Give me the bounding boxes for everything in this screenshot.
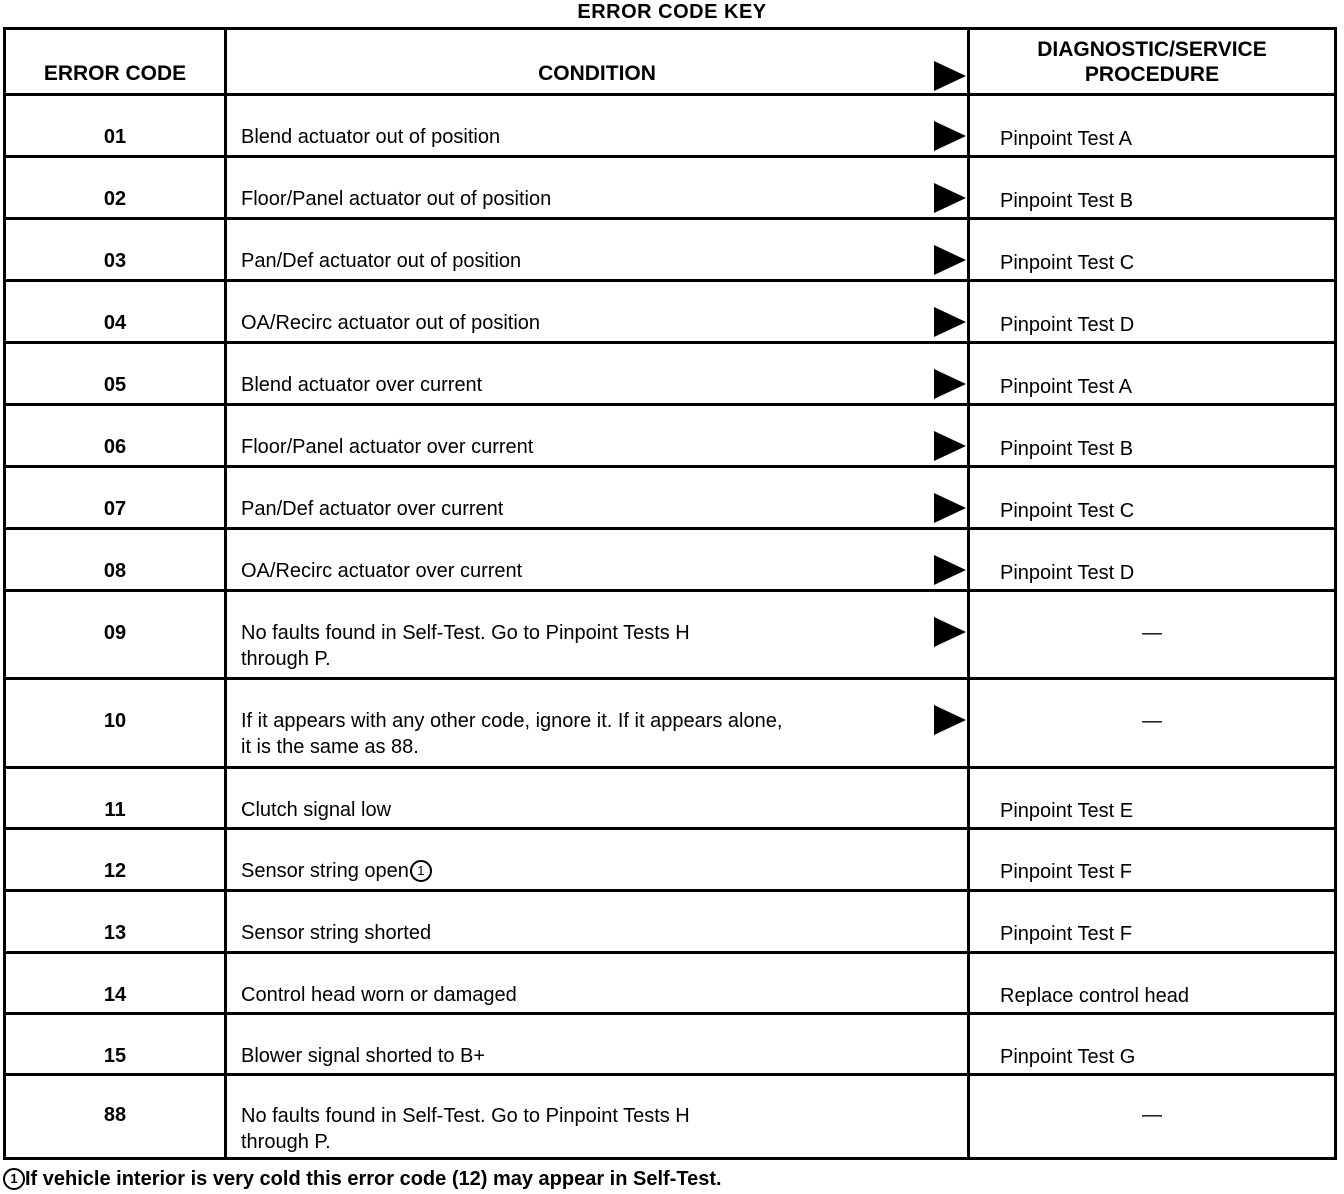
condition-text: Pan/Def actuator over current xyxy=(241,498,504,520)
arrow-right-icon xyxy=(934,183,966,213)
procedure-cell xyxy=(970,96,1334,155)
error-code: 07 xyxy=(103,498,127,520)
code-cell xyxy=(6,769,227,827)
error-code: 09 xyxy=(103,622,127,644)
arrow-right-icon xyxy=(934,307,966,337)
condition-cell xyxy=(227,830,970,889)
error-code: 11 xyxy=(104,799,126,821)
table-row xyxy=(6,954,1334,1015)
error-code: 10 xyxy=(103,710,127,732)
condition-cell xyxy=(227,1076,970,1157)
footnote-text: If vehicle interior is very cold this error code (12) may appear in Self-Test. xyxy=(25,1168,722,1190)
table-row xyxy=(6,1015,1334,1076)
condition-text: Sensor string shorted xyxy=(241,922,432,944)
condition-text-main: Sensor string open xyxy=(241,860,409,882)
condition-text: Blend actuator over current xyxy=(241,374,483,396)
table-row xyxy=(6,468,1334,530)
condition-text-line2: through P. xyxy=(241,1131,331,1153)
procedure-text: Pinpoint Test D xyxy=(1000,314,1135,336)
code-cell xyxy=(6,954,227,1012)
condition-cell xyxy=(227,769,970,827)
condition-text-line2: through P. xyxy=(241,648,331,670)
footnote xyxy=(2,1166,1302,1194)
table-row xyxy=(6,220,1334,282)
condition-text: Floor/Panel actuator out of position xyxy=(241,188,552,210)
condition-cell xyxy=(227,530,970,589)
table-row xyxy=(6,680,1334,769)
condition-cell xyxy=(227,406,970,465)
code-cell xyxy=(6,96,227,155)
procedure-text: Pinpoint Test D xyxy=(1000,562,1135,584)
code-cell xyxy=(6,680,227,766)
header-error-code: ERROR CODE xyxy=(43,62,187,85)
error-code: 02 xyxy=(103,188,127,210)
condition-cell xyxy=(227,468,970,527)
condition-text: OA/Recirc actuator over current xyxy=(241,560,523,582)
condition-cell xyxy=(227,220,970,279)
arrow-right-icon xyxy=(934,245,966,275)
procedure-cell xyxy=(970,468,1334,527)
procedure-cell xyxy=(970,954,1334,1012)
table-row xyxy=(6,282,1334,344)
table-row xyxy=(6,530,1334,592)
header-code-cell xyxy=(6,30,227,93)
condition-text-line1: No faults found in Self-Test. Go to Pinpoint Tests H xyxy=(241,622,690,644)
code-cell xyxy=(6,592,227,677)
arrow-right-icon xyxy=(934,555,966,585)
error-code: 05 xyxy=(103,374,127,396)
condition-cell xyxy=(227,954,970,1012)
procedure-dash: — xyxy=(1142,622,1162,644)
error-code: 06 xyxy=(103,436,127,458)
condition-text-line1: No faults found in Self-Test. Go to Pinpoint Tests H xyxy=(241,1105,690,1127)
table-row xyxy=(6,344,1334,406)
condition-text: Blend actuator out of position xyxy=(241,126,501,148)
procedure-cell xyxy=(970,892,1334,951)
procedure-text: Pinpoint Test C xyxy=(1000,500,1135,522)
table-row xyxy=(6,892,1334,954)
arrow-right-icon xyxy=(934,369,966,399)
arrow-right-icon xyxy=(934,121,966,151)
procedure-text: Pinpoint Test B xyxy=(1000,438,1134,460)
condition-text: Pan/Def actuator out of position xyxy=(241,250,522,272)
header-row xyxy=(6,30,1334,96)
code-cell xyxy=(6,344,227,403)
procedure-cell xyxy=(970,344,1334,403)
error-code: 88 xyxy=(103,1104,127,1126)
header-procedure-cell xyxy=(970,30,1334,93)
condition-text: Blower signal shorted to B+ xyxy=(241,1045,486,1067)
condition-cell xyxy=(227,158,970,217)
header-procedure-line2: PROCEDURE xyxy=(1084,63,1220,86)
error-code: 13 xyxy=(103,922,127,944)
condition-text-line1: If it appears with any other code, ignore it. If it appears alone, xyxy=(241,710,783,732)
table-row xyxy=(6,1076,1334,1157)
procedure-text: Pinpoint Test C xyxy=(1000,252,1135,274)
procedure-dash: — xyxy=(1142,1104,1162,1126)
table-row xyxy=(6,406,1334,468)
table-row xyxy=(6,96,1334,158)
error-code: 14 xyxy=(103,984,127,1006)
procedure-cell xyxy=(970,158,1334,217)
code-cell xyxy=(6,1015,227,1073)
table-title: ERROR CODE KEY xyxy=(577,1,767,23)
table-row xyxy=(6,830,1334,892)
procedure-cell xyxy=(970,406,1334,465)
error-code: 15 xyxy=(103,1045,127,1067)
condition-text-line2: it is the same as 88. xyxy=(241,736,419,758)
footnote-marker: 1 xyxy=(3,1168,25,1190)
procedure-cell xyxy=(970,530,1334,589)
error-code: 04 xyxy=(103,312,127,334)
header-condition-cell xyxy=(227,30,970,93)
code-cell xyxy=(6,530,227,589)
condition-cell xyxy=(227,344,970,403)
code-cell xyxy=(6,830,227,889)
code-cell xyxy=(6,220,227,279)
procedure-cell xyxy=(970,680,1334,766)
arrow-right-icon xyxy=(934,61,966,91)
table-row xyxy=(6,769,1334,830)
condition-cell xyxy=(227,892,970,951)
table-row xyxy=(6,158,1334,220)
code-cell xyxy=(6,1076,227,1157)
condition-text: Clutch signal low xyxy=(241,799,392,821)
error-code: 03 xyxy=(103,250,127,272)
procedure-text: Pinpoint Test A xyxy=(1000,128,1132,150)
condition-text xyxy=(241,858,921,884)
error-code: 01 xyxy=(103,126,127,148)
arrow-right-icon xyxy=(934,493,966,523)
procedure-cell xyxy=(970,769,1334,827)
table-row xyxy=(6,592,1334,680)
procedure-cell xyxy=(970,282,1334,341)
procedure-cell xyxy=(970,592,1334,677)
procedure-cell xyxy=(970,1076,1334,1157)
procedure-text: Pinpoint Test G xyxy=(1000,1046,1136,1068)
procedure-cell xyxy=(970,1015,1334,1073)
procedure-text: Pinpoint Test F xyxy=(1000,861,1132,883)
arrow-right-icon xyxy=(934,617,966,647)
procedure-text: Replace control head xyxy=(1000,985,1190,1007)
condition-text: OA/Recirc actuator out of position xyxy=(241,312,541,334)
procedure-text: Pinpoint Test A xyxy=(1000,376,1132,398)
error-code: 08 xyxy=(103,560,127,582)
code-cell xyxy=(6,892,227,951)
code-cell xyxy=(6,406,227,465)
arrow-right-icon xyxy=(934,431,966,461)
code-cell xyxy=(6,158,227,217)
procedure-text: Pinpoint Test E xyxy=(1000,800,1134,822)
condition-cell xyxy=(227,282,970,341)
error-code-table xyxy=(3,27,1337,1160)
procedure-cell xyxy=(970,830,1334,889)
condition-cell xyxy=(227,680,970,766)
procedure-cell xyxy=(970,220,1334,279)
condition-cell xyxy=(227,96,970,155)
condition-text: Control head worn or damaged xyxy=(241,984,517,1006)
header-condition: CONDITION xyxy=(538,62,656,85)
condition-text: Floor/Panel actuator over current xyxy=(241,436,534,458)
code-cell xyxy=(6,282,227,341)
code-cell xyxy=(6,468,227,527)
condition-cell xyxy=(227,1015,970,1073)
condition-cell xyxy=(227,592,970,677)
procedure-dash: — xyxy=(1142,710,1162,732)
procedure-text: Pinpoint Test F xyxy=(1000,923,1132,945)
procedure-text: Pinpoint Test B xyxy=(1000,190,1134,212)
footnote-marker: 1 xyxy=(410,860,432,882)
header-procedure-line1: DIAGNOSTIC/SERVICE xyxy=(1037,38,1267,61)
arrow-right-icon xyxy=(934,705,966,735)
error-code: 12 xyxy=(103,860,127,882)
